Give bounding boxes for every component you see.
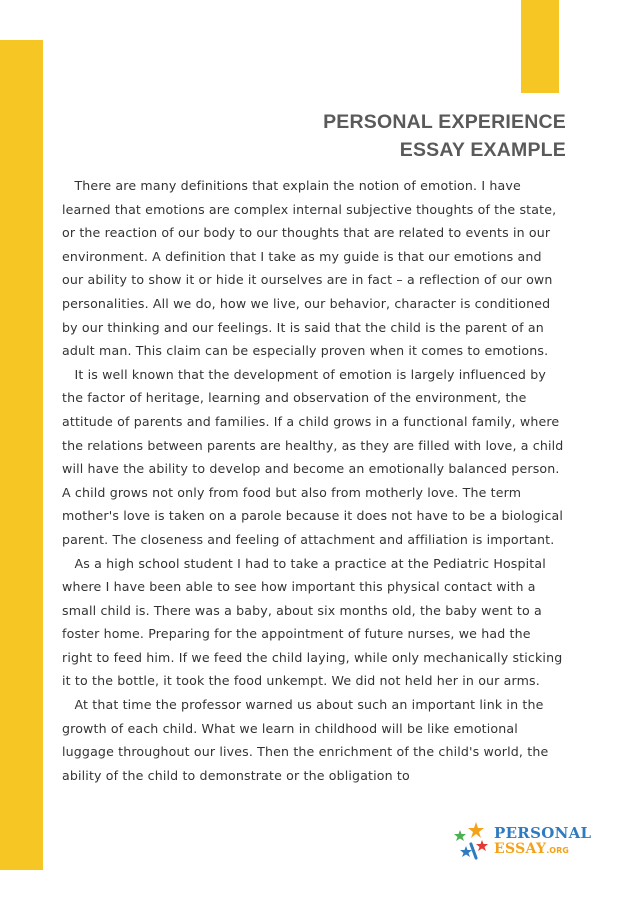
site-logo [452, 820, 592, 864]
body-line: A child grows not only from food but also from motherly love. The term [62, 484, 522, 500]
body-line: or the reaction of our body to our thoughts that are related to events in our [62, 225, 551, 241]
body-line: At that time the professor warned us about such an important link in the [62, 697, 544, 713]
body-line: growth of each child. What we learn in childhood will be like emotional [62, 720, 518, 736]
body-line: attitude of parents and families. If a child grows in a functional family, where [62, 413, 560, 429]
body-line: parent. The closeness and feeling of attachment and affiliation is important. [62, 531, 555, 547]
body-line: will have the ability to develop and become an emotionally balanced person. [62, 461, 560, 477]
body-line: adult man. This claim can be especially proven when it comes to emotions. [62, 343, 549, 359]
body-line: the factor of heritage, learning and observation of the environment, the [62, 390, 527, 406]
body-line: by our thinking and our feelings. It is said that the child is the parent of an [62, 319, 544, 335]
body-line: the relations between parents are healthy, as they are filled with love, a child [62, 437, 564, 453]
body-line: small child is. There was a baby, about six months old, the baby went to a [62, 602, 542, 618]
body-line: our ability to show it or hide it ourselves are in fact – a reflection of our own [62, 272, 553, 288]
body-line: foster home. Preparing for the appointment of future nurses, we had the [62, 626, 531, 642]
body-line: As a high school student I had to take a practice at the Pediatric Hospital [62, 555, 546, 571]
body-line: It is well known that the development of emotion is largely influenced by [62, 366, 546, 382]
body-line: ability of the child to demonstrate or the obligation to [62, 767, 410, 783]
logo-word-personal: PERSONAL [494, 824, 592, 842]
body-line: mother's love is taken on a parole because it does not have to be a biological [62, 508, 564, 524]
body-line: personalities. All we do, how we live, our behavior, character is conditioned [62, 295, 551, 311]
logo-suffix: .ORG [546, 846, 569, 855]
body-line: luggage throughout our lives. Then the enrichment of the child's world, the [62, 744, 549, 760]
top-accent-bar [521, 0, 559, 93]
body-line: learned that emotions are complex internal subjective thoughts of the state, [62, 201, 557, 217]
essay-body [62, 174, 582, 787]
logo-word-essay-text: ESSAY [494, 841, 547, 857]
body-line: There are many definitions that explain the notion of emotion. I have [62, 178, 521, 193]
logo-word-essay [494, 841, 569, 857]
body-line: environment. A definition that I take as my guide is that our emotions and [62, 248, 542, 264]
body-line: where I have been able to see how important this physical contact with a [62, 579, 536, 595]
stars-icon [452, 820, 492, 864]
body-line: it to the bottle, it took the food unkempt. We did not held her in our arms. [62, 673, 540, 689]
left-accent-bar [0, 40, 43, 870]
title-line-2: ESSAY EXAMPLE [399, 139, 566, 161]
page-title [323, 108, 566, 164]
title-line-1: PERSONAL EXPERIENCE [323, 111, 566, 133]
body-line: right to feed him. If we feed the child laying, while only mechanically sticking [62, 649, 563, 665]
